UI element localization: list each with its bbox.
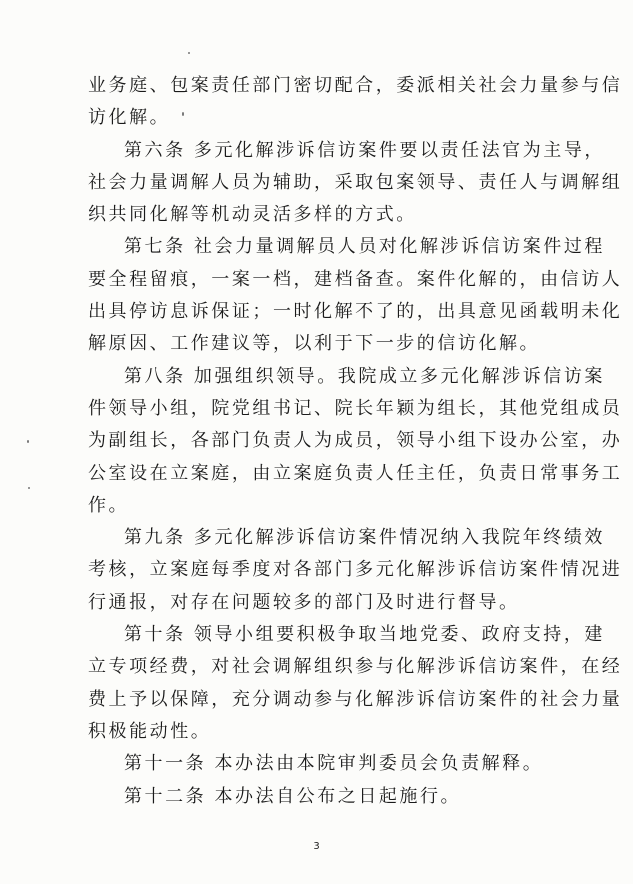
text-line: 业务庭、包案责任部门密切配合，委派相关社会力量参与信 xyxy=(88,75,623,96)
text-line: 织共同化解等机动灵活多样的方式。 xyxy=(88,204,417,226)
scan-speck xyxy=(28,487,30,489)
text-line: 费上予以保障，充分调动参与化解涉诉信访案件的社会力量 xyxy=(88,688,623,710)
text-line: 第九条 多元化解涉诉信访案件情况纳入我院年终绩效 xyxy=(124,527,605,549)
text-line: 第十条 领导小组要积极争取当地党委、政府支持，建 xyxy=(124,624,605,646)
text-line: 公室设在立案庭，由立案庭负责人任主任，负责日常事务工 xyxy=(88,462,623,484)
text-line: 立专项经费，对社会调解组织参与化解涉诉信访案件，在经 xyxy=(88,656,623,678)
text-line: 第七条 社会力量调解员人员对化解涉诉信访案件过程 xyxy=(124,236,605,258)
text-line: 行通报，对存在问题较多的部门及时进行督导。 xyxy=(88,591,520,613)
text-line: 第八条 加强组织领导。我院成立多元化解涉诉信访案 xyxy=(124,365,605,387)
article-10 xyxy=(88,619,623,748)
text-line: 要全程留痕，一案一档，建档备查。案件化解的，由信访人 xyxy=(88,268,623,290)
article-11 xyxy=(88,748,544,780)
text-line: 解原因、工作建议等，以利于下一步的信访化解。 xyxy=(88,333,541,355)
page-number: 3 xyxy=(313,841,320,852)
text-line: 出具停访息诉保证；一时化解不了的，出具意见函载明未化 xyxy=(88,301,623,323)
scan-speck xyxy=(27,440,29,443)
text-line: 积极能动性。 xyxy=(88,720,212,742)
document-body xyxy=(88,70,623,813)
text-line: 第十二条 本办法自公布之日起施行。 xyxy=(124,785,462,807)
text-line: 件领导小组，院党组书记、院长年颖为组长，其他党组成员 xyxy=(88,397,623,419)
text-line: 考核，立案庭每季度对各部门多元化解涉诉信访案件情况进 xyxy=(88,559,623,581)
article-12 xyxy=(88,781,540,813)
text-line: 第六条 多元化解涉诉信访案件要以责任法官为主导， xyxy=(124,139,605,161)
text-line: 访化解。 xyxy=(88,107,171,129)
text-line: 为副组长，各部门负责人为成员，领导小组下设办公室，办 xyxy=(88,430,623,452)
scan-speck xyxy=(188,52,190,54)
text-line: 第十一条 本办法由本院审判委员会负责解释。 xyxy=(124,753,544,775)
article-8 xyxy=(88,361,623,522)
article-7 xyxy=(88,231,623,360)
paragraph-continuation xyxy=(88,70,623,135)
text-line: 作。 xyxy=(88,494,130,516)
text-line: 社会力量调解人员为辅助，采取包案领导、责任人与调解组 xyxy=(88,171,623,193)
article-9 xyxy=(88,522,623,619)
article-6 xyxy=(88,135,623,232)
